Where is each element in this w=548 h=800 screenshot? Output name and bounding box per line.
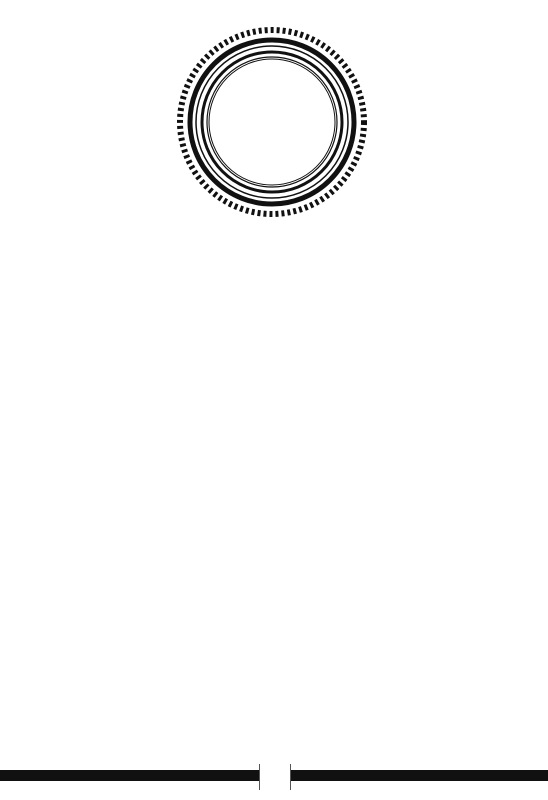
ornamental-frame-icon bbox=[168, 16, 376, 228]
page-number-box bbox=[259, 764, 291, 790]
